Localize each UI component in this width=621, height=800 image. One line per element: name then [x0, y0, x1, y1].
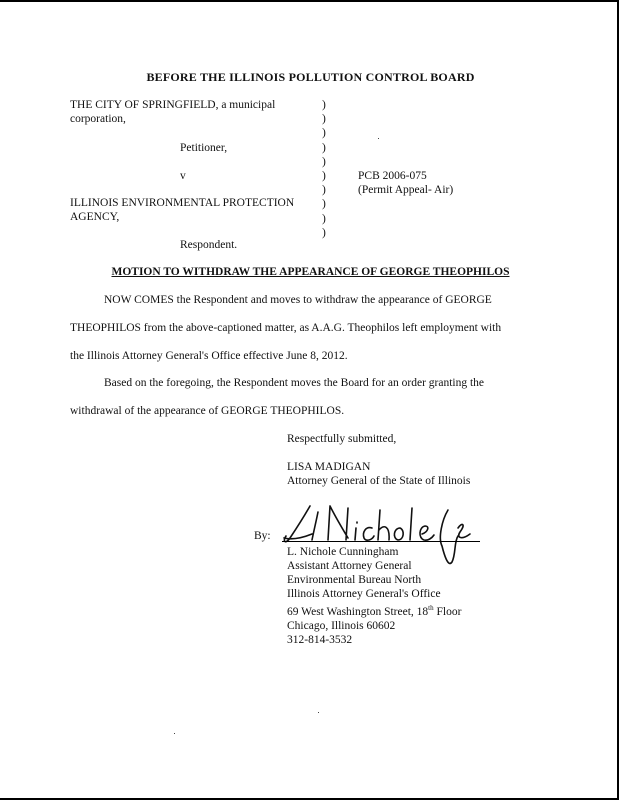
paren: ) [322, 198, 326, 211]
paren: ) [322, 99, 326, 111]
signer-name: L. Nichole Cunningham [287, 546, 399, 558]
paren: ) [322, 170, 326, 183]
paren: ) [322, 141, 326, 154]
body-line: NOW COMES the Respondent and moves to withdraw the appearance of GEORGE [104, 294, 492, 306]
petitioner-name-line-2: corporation, [70, 113, 126, 125]
body-line: the Illinois Attorney General's Office effective June 8, 2012. [70, 350, 348, 362]
paren: ) [322, 212, 326, 225]
phone-number: 312-814-3532 [287, 633, 353, 646]
floor-label: Floor [433, 605, 462, 618]
scan-speck [174, 733, 175, 734]
paren: ) [322, 113, 326, 126]
petitioner-name [70, 98, 275, 126]
signature-line [282, 541, 480, 542]
paren: ) [322, 155, 326, 168]
case-number-block [358, 169, 453, 197]
paren: ) [322, 127, 326, 140]
versus-label: v [180, 170, 186, 182]
scan-speck [378, 138, 379, 139]
respondent-name [70, 196, 294, 224]
petitioner-role: Petitioner, [180, 142, 228, 154]
body-line: THEOPHILOS from the above-captioned matter, as A.A.G. Theophilos left employment with [70, 322, 502, 334]
street-address [287, 601, 461, 619]
floor-ordinal-suffix: th [428, 604, 434, 612]
respondent-role: Respondent. [180, 239, 238, 251]
body-line: Based on the foregoing, the Respondent moves the Board for an order granting the [104, 377, 485, 389]
office: Illinois Attorney General's Office [287, 588, 441, 600]
motion-title: MOTION TO WITHDRAW THE APPEARANCE OF GEORGE THEOPHILOS [111, 266, 510, 278]
document-title: BEFORE THE ILLINOIS POLLUTION CONTROL BOARD [146, 70, 475, 84]
attorney-general-title: Attorney General of the State of Illinois [287, 475, 471, 487]
petitioner-name-line-1: THE CITY OF SPRINGFIELD, a municipal [70, 99, 276, 111]
street-address-text: 69 West Washington Street, 18 [287, 605, 429, 618]
caption-parentheses [322, 98, 326, 240]
case-number: PCB 2006-075 [358, 170, 427, 182]
case-type: (Permit Appeal- Air) [358, 184, 454, 196]
respondent-name-line-2: AGENCY, [70, 211, 120, 223]
attorney-general-block [287, 460, 470, 488]
bureau: Environmental Bureau North [287, 574, 422, 586]
closing: Respectfully submitted, [287, 433, 397, 445]
respondent-name-line-1: ILLINOIS ENVIRONMENTAL PROTECTION [70, 197, 295, 209]
signer-block [287, 545, 461, 647]
paren: ) [322, 226, 326, 239]
scan-speck [318, 712, 319, 713]
city-state-zip: Chicago, Illinois 60602 [287, 619, 396, 632]
signer-title: Assistant Attorney General [287, 560, 412, 572]
body-line: withdrawal of the appearance of GEORGE THEOPHILOS. [70, 405, 345, 417]
attorney-general-name: LISA MADIGAN [287, 461, 371, 473]
by-label: By: [254, 530, 271, 542]
paren: ) [322, 184, 326, 197]
